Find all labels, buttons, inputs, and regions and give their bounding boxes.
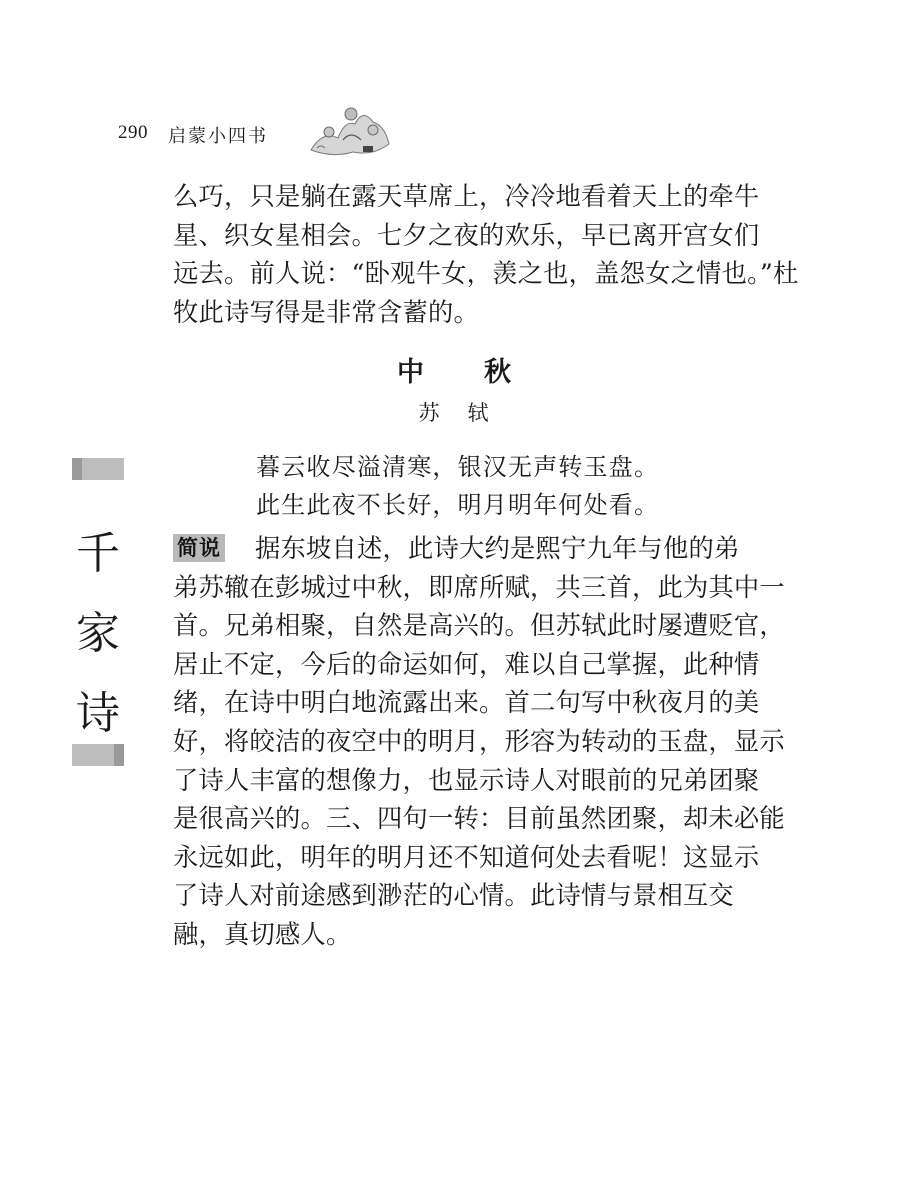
text-line: 永远如此，明年的明月还不知道何处去看呢！这显示 [173,842,760,872]
page-number: 290 [118,122,148,143]
header-illustration [303,100,395,158]
text-line: 么巧，只是躺在露天草席上，冷冷地看着天上的牵牛 [173,182,760,211]
text-line: 绪，在诗中明白地流露出来。首二句写中秋夜月的美 [173,688,760,718]
text-line: 居止不定，今后的命运如何，难以自己掌握，此种情 [173,649,760,679]
text-line: 了诗人丰富的想像力，也显示诗人对眼前的兄弟团聚 [173,765,760,795]
text-line: 弟苏辙在彭城过中秋，即席所赋，共三首，此为其中一 [173,572,785,602]
section-tab-label [72,514,124,754]
text-line: 星、织女星相会。七夕之夜的欢乐，早已离开宫女们 [173,220,760,250]
commentary-first-line [173,530,753,569]
section-tab [72,458,124,768]
tab-bottom-bracket [72,744,124,766]
text-line: 好，将皎洁的夜空中的明月，形容为转动的玉盘，显示 [173,726,785,756]
tab-char-3: 诗 [76,688,120,739]
poem-author: 苏轼 [418,401,517,425]
text-line: 牧此诗写得是非常含蓄的。 [173,297,479,327]
tab-char-2: 家 [76,608,120,659]
tab-char-1: 千 [76,528,120,579]
text-line: 据东坡自述，此诗大约是熙宁九年与他的弟 [255,534,740,563]
text-line: 是很高兴的。三、四句一转：目前虽然团聚，却未必能 [173,804,785,834]
text-line: 融，真切感人。 [173,919,352,949]
poem-line: 此生此夜不长好，明月明年何处看。 [256,491,660,519]
poem-line: 暮云收尽溢清寒，银汉无声转玉盘。 [256,453,660,481]
poem-body [256,448,659,524]
text-line: 了诗人对前途感到渺茫的心情。此诗情与景相互交 [173,881,734,911]
text-line: 远去。前人说：“卧观牛女，羡之也，盖怨女之情也。”杜 [173,259,799,289]
poem-title: 中秋 [397,357,571,388]
page-header [118,104,418,164]
commentary-paragraph [173,530,785,955]
book-title: 启蒙小四书 [168,126,268,147]
text-line: 首。兄弟相聚，自然是高兴的。但苏轼此时屡遭贬官， [173,611,785,641]
intro-paragraph [173,178,799,332]
tab-top-bracket [72,458,124,480]
commentary-badge: 简说 [173,534,225,562]
